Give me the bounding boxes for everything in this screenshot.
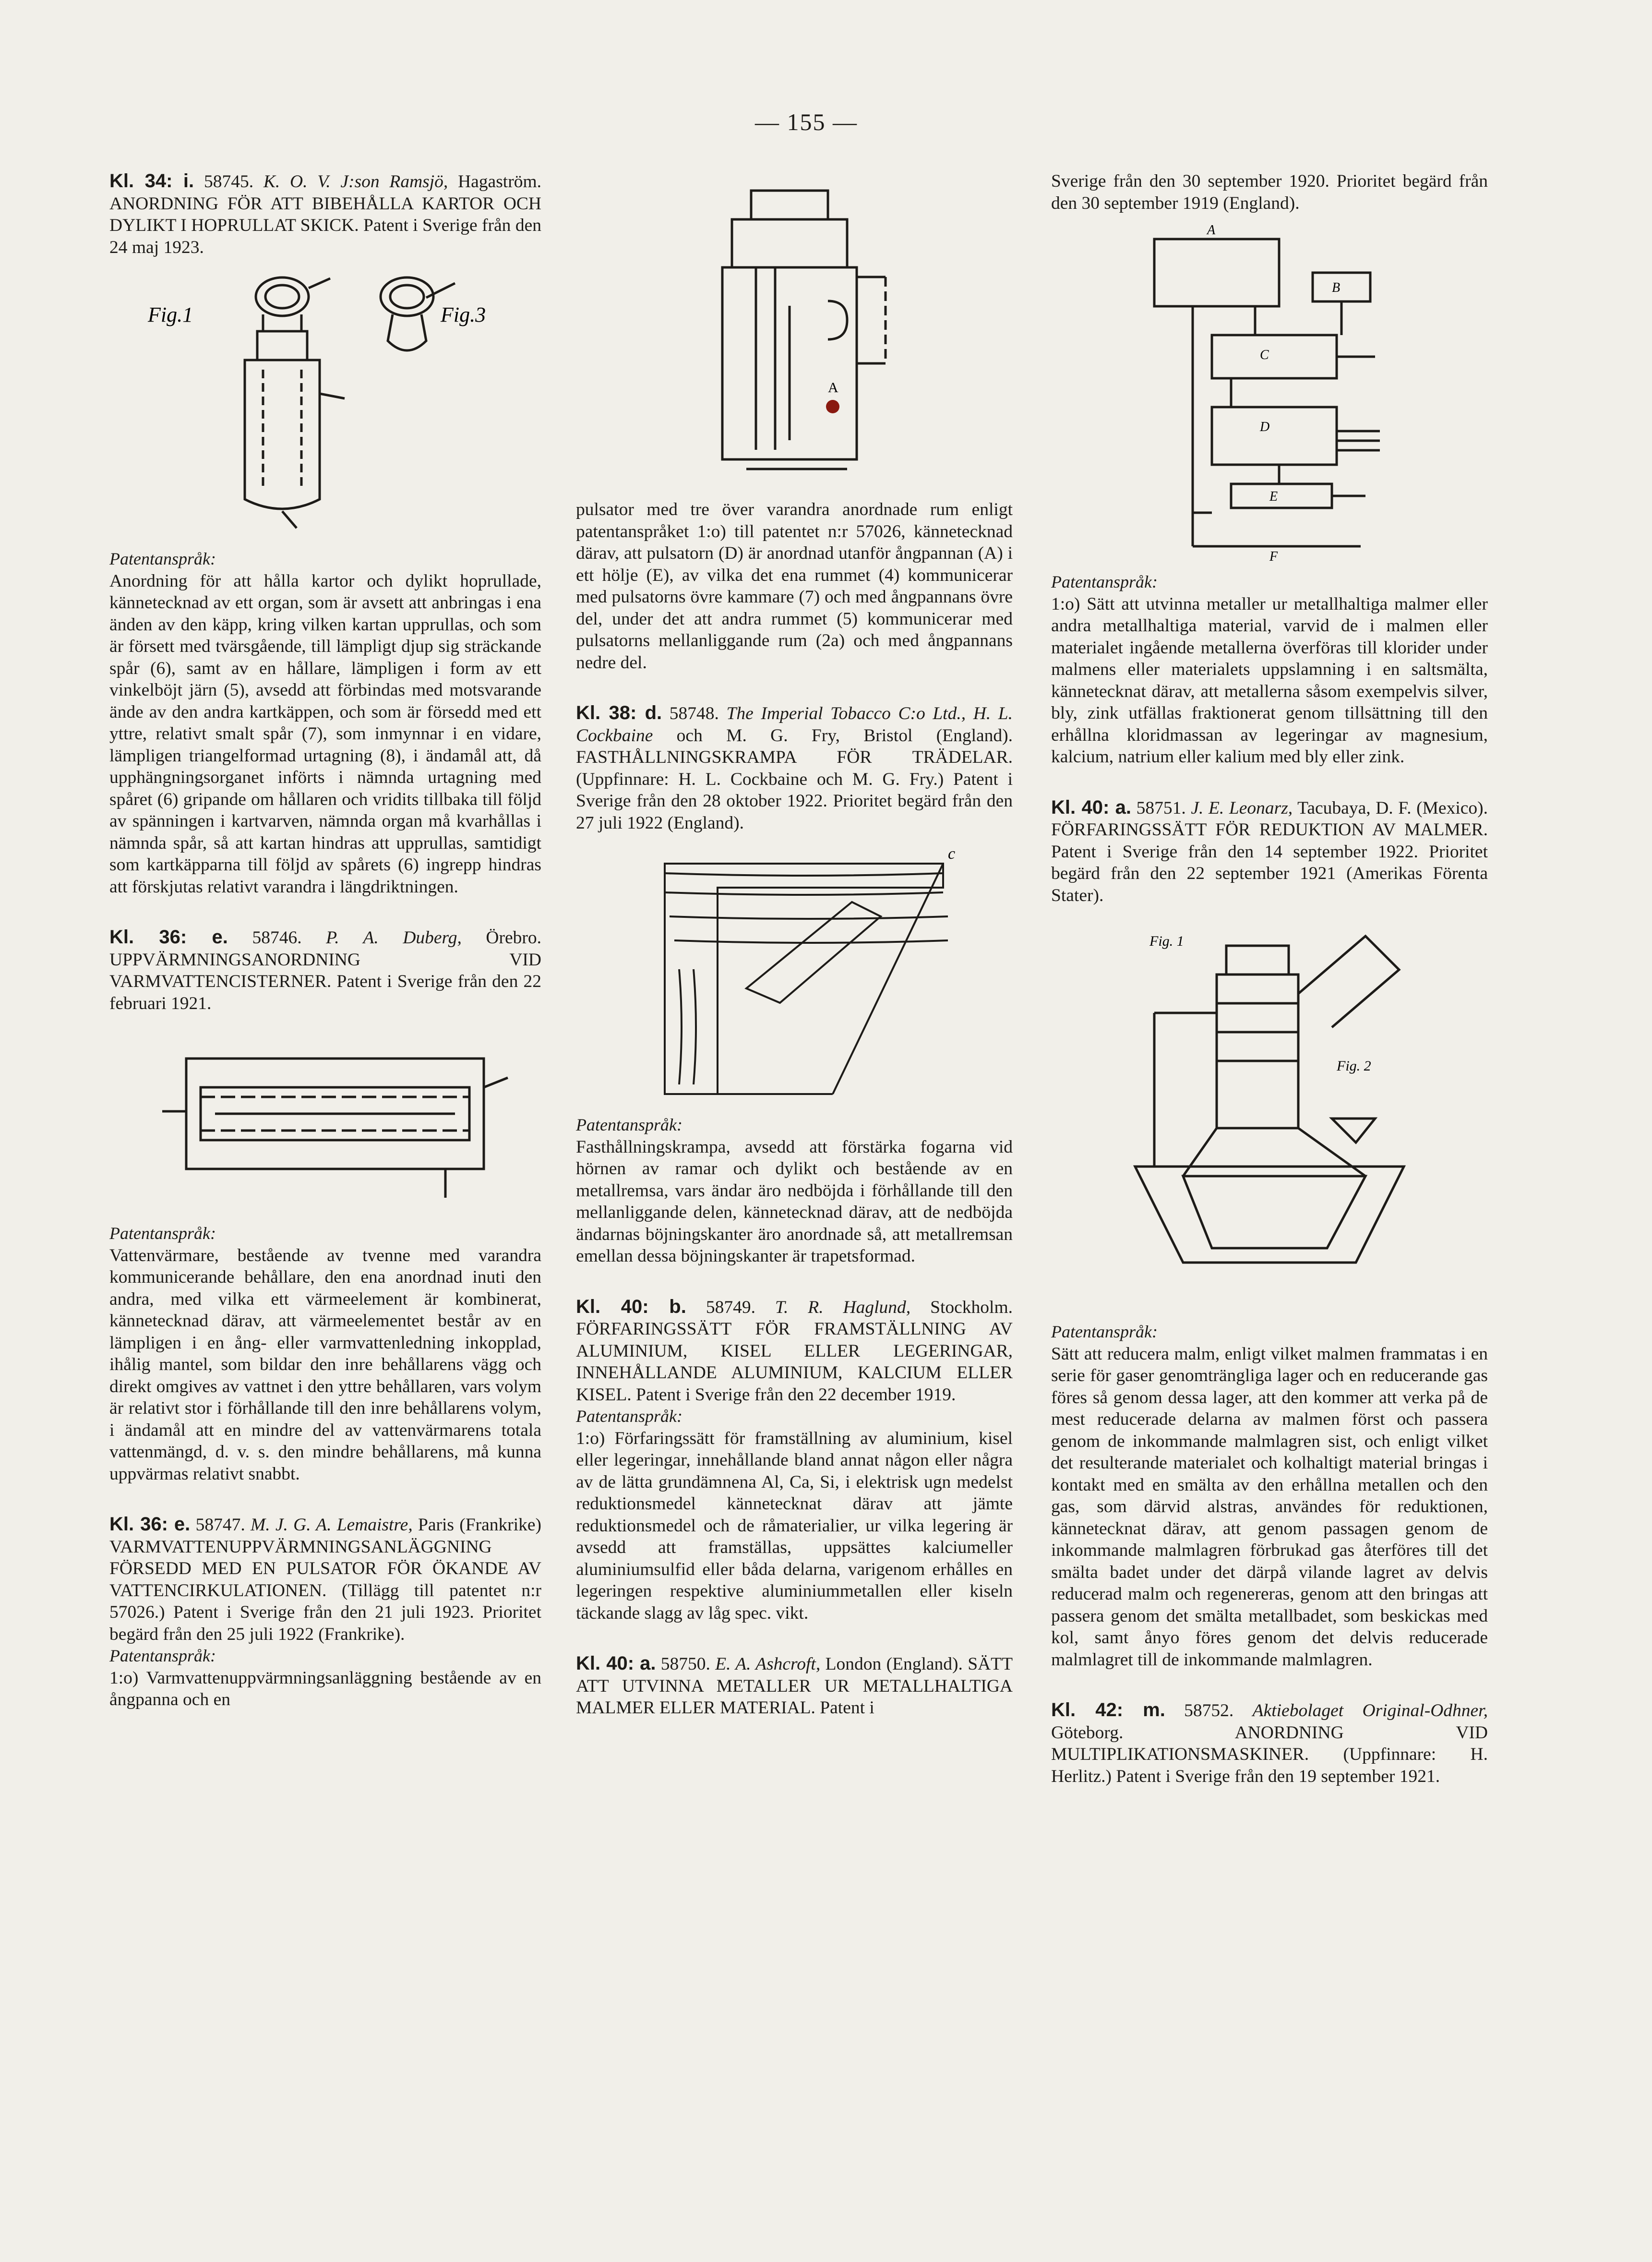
- fig-label-b: B: [1332, 280, 1341, 295]
- patent-number: 58749.: [686, 1297, 775, 1317]
- fig-label-d: D: [1260, 420, 1270, 434]
- patent-entry-58750-cont: [1051, 170, 1488, 768]
- claim-label: Patentanspråk:: [109, 549, 216, 568]
- entry-title: Stockholm. FÖRFARINGSSÄTT FÖR FRAMSTÄLLNING AV ALUMINIUM, KISEL ELLER LEGERINGAR, INNEHÅLLANDE ALUMINIUM, KALCIUM ELLER KISEL. Patent i Sverige från den 22 december 1919.: [576, 1297, 1013, 1405]
- figure-corner-cramp: [612, 844, 977, 1104]
- class-code: Kl. 38: d.: [576, 702, 662, 723]
- class-code: Kl. 40: a.: [1051, 796, 1131, 818]
- fig-label-e: E: [1269, 489, 1278, 504]
- patent-entry-58751: [1051, 797, 1488, 1671]
- class-code: Kl. 34: i.: [109, 170, 194, 192]
- applicant: J. E. Leonarz,: [1191, 798, 1293, 818]
- patent-number: 58752.: [1165, 1701, 1253, 1721]
- class-code: Kl. 40: b.: [576, 1296, 686, 1317]
- claim-text-continued: pulsator med tre över varandra anordnade rum enligt patentanspråket 1:o) till patentet n:r 57026, kännetecknad därav, att pulsatorn (D) är anordnad utanför ångpannan (A) i ett hölje (E), av vilka det ena rummet (4) kommunicerar med pulsatorns övre kammare (7) och med ångpannans övre del, under det att andra rummet (5) kommunicerar med pulsatorns mellanliggande rum (2a) och med ångpannans nedre del.: [576, 500, 1013, 673]
- fig-label-fig2: Fig. 2: [1337, 1058, 1371, 1074]
- figure-reduction-furnace: [1106, 917, 1433, 1311]
- claim-label: Patentanspråk:: [576, 1115, 682, 1134]
- patent-entry-58749: [576, 1296, 1013, 1624]
- claim-label: Patentanspråk:: [109, 1646, 216, 1665]
- fig-label-a: A: [1207, 225, 1216, 238]
- column-2: [576, 170, 1013, 1719]
- applicant: M. J. G. A. Lemaistre,: [250, 1515, 413, 1535]
- claim-label: Patentanspråk:: [109, 1224, 216, 1243]
- claim-label: Patentanspråk:: [1051, 572, 1158, 591]
- class-code: Kl. 40: a.: [576, 1653, 656, 1674]
- patent-entry-58746: [109, 926, 541, 1485]
- entry-heading: [576, 1296, 1013, 1406]
- claim-text: 1:o) Sätt att utvinna metaller ur metallhaltiga malmer eller andra metallhaltiga material, varvid de i malmen eller materialet ingående metallerna överföras till klorider under malmens eller materialets uppslamning i en saltsmälta, kännetecknat därav, att metallerna såsom exempelvis silver, bly, zink utfällas fraktionerat genom tillsättning till den erhållna kloridmassan av legeringar av magnesium, kalcium, natrium eller kalium med bly eller zink.: [1051, 594, 1488, 767]
- fig1-label: Fig.1: [148, 303, 193, 326]
- claim-text: Fasthållningskrampa, avsedd att förstärka fogarna vid hörnen av ramar och dylikt och bestående av en metallremsa, vars ändar äro nedböjda i förhållande till den mellanliggande delen, kännetecknad därav, att de nedböjda ändarnas böjningskanter äro anordnade så, att metallremsan emellan dessa böjningskanter är trapetsformad.: [576, 1137, 1013, 1266]
- entry-heading: [576, 1653, 1013, 1719]
- class-code: Kl. 42: m.: [1051, 1699, 1165, 1721]
- column-1: [109, 170, 541, 1711]
- patent-number: 58746.: [227, 928, 326, 948]
- fig3-label: Fig.3: [441, 303, 486, 326]
- class-code: Kl. 36: e.: [109, 926, 228, 948]
- patent-number: 58747.: [190, 1515, 251, 1535]
- claim-text: Vattenvärmare, bestående av tvenne med varandra kommunicerande behållare, den ena anordnad inuti den andra, med vilka ett värmeelement är kombinerat, kännetecknad därav, att värmeelementet består av en lämpligen i en ång- eller varmvattenledning inkopplad, ihålig mantel, som bildar den inre behållarens vägg och direkt omgives av vattnet i den yttre behållaren, vars volym är relativt stor i förhållande till den inre behållarens volym, i ändamål att en mindre del av vattenvärmarens totala vattenmängd, d. v. s. den mindre behållarens, må kunna uppvärmas relativt snabbt.: [109, 1245, 541, 1484]
- entry-heading: [109, 926, 541, 1014]
- patent-entry-58748: [576, 702, 1013, 1267]
- applicant: Aktiebolaget Original-Odhner,: [1252, 1701, 1488, 1721]
- class-code: Kl. 36: e.: [109, 1514, 191, 1535]
- page-number: — 155 —: [755, 108, 858, 135]
- figure-flow-diagram: [1135, 225, 1404, 561]
- patent-number: 58745.: [194, 172, 263, 192]
- entry-title: Paris (Frankrike) VARMVATTENUPPVÄRMNINGSANLÄGGNING FÖRSEDD MED EN PULSATOR FÖR ÖKANDE AV VATTENCIRKULATIONEN. (Tillägg till patentet n:r 57026.) Patent i Sverige från den 21 juli 1923. Prioritet begärd från den 25 juli 1922 (Frankrike).: [109, 1515, 541, 1644]
- figure-map-holder: [119, 269, 532, 538]
- entry-heading: [576, 702, 1013, 834]
- claim-text: 1:o) Varmvattenuppvärmningsanläggning bestående av en ångpanna och en: [109, 1668, 541, 1709]
- claim-text: 1:o) Förfaringssätt för framställning av aluminium, kisel eller legeringar, innehållande bland annat någon eller några av de lätta grundämnena Al, Ca, Si, i elektrisk ugn medelst reduktionsmedel kännetecknat därav att jämte reduktionsmedel och de råmaterialier, ur vilka legering är avsedd att framställas, uppsättes kalciumeller aluminiumsulfid eller båda delarna, varigenom erhålles en legeringen respektive aluminiummetallen eller kiseln täckande slagg av låg spec. vikt.: [576, 1428, 1013, 1623]
- patent-entry-58747: [109, 1514, 541, 1711]
- entry-heading: [1051, 797, 1488, 907]
- figure-pulsator: [660, 181, 929, 488]
- patent-entry-58750: [576, 1653, 1013, 1719]
- patent-entry-58747-cont: [576, 499, 1013, 674]
- patent-entry-58752: [1051, 1699, 1488, 1787]
- column-3: [1051, 170, 1488, 1787]
- claim-text: Anordning för att hålla kartor och dylikt hoprullade, kännetecknad av ett organ, som är avsett att anbringas i ena änden av den käpp, kring vilken kartan upprullas, och som är försett med tvärsgående, till lämpligt djup sig sträckande spår (6), samt av en hållare, lämpligen i form av ett vinkelböjt järn (5), avsedd att förbindas med motsvarande ände av den andra kartkäppen, och som är försedd med ett yttre, relativt smalt spår (7), som inmynnar i en vidare, lämpligen triangelformad urtagning (8), i ändamål att, då upphängningsorganet införts i nämnda urtagning med spåret (6) gripande om hållaren och vridits tillbaka till följd av spänningen i kartvarven, nämnda organ må kvarhållas i nämnda spår, så att kartan hindras att upprullas, samtidigt som kartkäpparna till följd av spårets (6) ingrepp hindras att förskjutas relativt varandra i längdriktningen.: [109, 571, 541, 897]
- applicant: T. R. Haglund,: [775, 1297, 911, 1317]
- claim-label: Patentanspråk:: [576, 1407, 682, 1426]
- entry-title: Tacubaya, D. F. (Mexico). FÖRFARINGSSÄTT FÖR REDUKTION AV MALMER. Patent i Sverige från den 14 september 1922. Prioritet begärd från den 22 september 1921 (Amerikas Förenta Stater).: [1051, 798, 1488, 905]
- entry-title: London (England). SÄTT ATT UTVINNA METALLER UR METALLHALTIGA MALMER ELLER MATERIAL. Patent i: [576, 1654, 1013, 1718]
- applicant: P. A. Duberg,: [326, 928, 462, 948]
- figure-water-heater: [119, 1025, 532, 1212]
- claim-label: Patentanspråk:: [1051, 1322, 1158, 1341]
- patent-number: 58750.: [656, 1654, 716, 1674]
- claim-text: Sätt att reducera malm, enligt vilket malmen frammatas i en serie för gaser genomträngliga lager och en reducerande gas föres så genom dessa lager, att den kommer att verka på de mest reducerade delarna av malmen först och passera genom de inkommande malmlagren sist, och enligt vilket det resulterande materialet och kolhaltigt material bringas i kontakt med en smälta av den erhållna metallen och den gas, som därvid alstras, användes för reduktionen, kännetecknat därav, att genom passagen genom de inkommande malmlagren förbrukad gas återföres till det smälta badet under det därpå vilande lagret av delvis reducerad malm och regenereras, genom att den bringas att passera genom det smälta metallbadet, som beskickas med kol, samt ånyo föres genom det delvis reducerade malmlagret till de inkommande malmlagren.: [1051, 1344, 1488, 1670]
- fig-label-c: c: [948, 845, 956, 863]
- entry-title: och M. G. Fry, Bristol (England). FASTHÅLLNINGSKRAMPA FÖR TRÄDELAR. (Uppfinnare: H. L. Cockbaine och M. G. Fry.) Patent i Sverige från den 28 oktober 1922. Prioritet begärd från den 27 juli 1922 (England).: [576, 725, 1013, 833]
- entry-title: Göteborg. ANORDNING VID MULTIPLIKATIONSMASKINER. (Uppfinnare: H. Herlitz.) Patent i Sverige från den 19 september 1921.: [1051, 1722, 1488, 1786]
- fig-label-cc: C: [1260, 348, 1269, 362]
- patent-number: 58748.: [662, 704, 727, 723]
- patent-entry-58745: [109, 170, 541, 898]
- entry-title: Hagaström. ANORDNING FÖR ATT BIBEHÅLLA KARTOR OCH DYLIKT I HOPRULLAT SKICK. Patent i Sverige från den 24 maj 1923.: [109, 172, 541, 257]
- entry-heading: [109, 1514, 541, 1645]
- entry-heading: [109, 170, 541, 258]
- applicant: K. O. V. J:son Ramsjö,: [263, 172, 448, 192]
- entry-title: Örebro. UPPVÄRMNINGSANORDNING VID VARMVATTENCISTERNER. Patent i Sverige från den 22 februari 1921.: [109, 928, 542, 1013]
- fig-label-fig1: Fig. 1: [1149, 933, 1184, 949]
- entry-heading: [1051, 1699, 1488, 1787]
- applicant: The Imperial Tobacco C:o Ltd., H. L. Cockbaine: [576, 704, 1013, 746]
- fig-label-a: A: [828, 380, 838, 396]
- entry-heading-continued: Sverige från den 30 september 1920. Prioritet begärd från den 30 september 1919 (England).: [1051, 171, 1488, 213]
- fig-label-f: F: [1269, 549, 1278, 561]
- patent-number: 58751.: [1131, 798, 1191, 818]
- applicant: E. A. Ashcroft,: [715, 1654, 821, 1674]
